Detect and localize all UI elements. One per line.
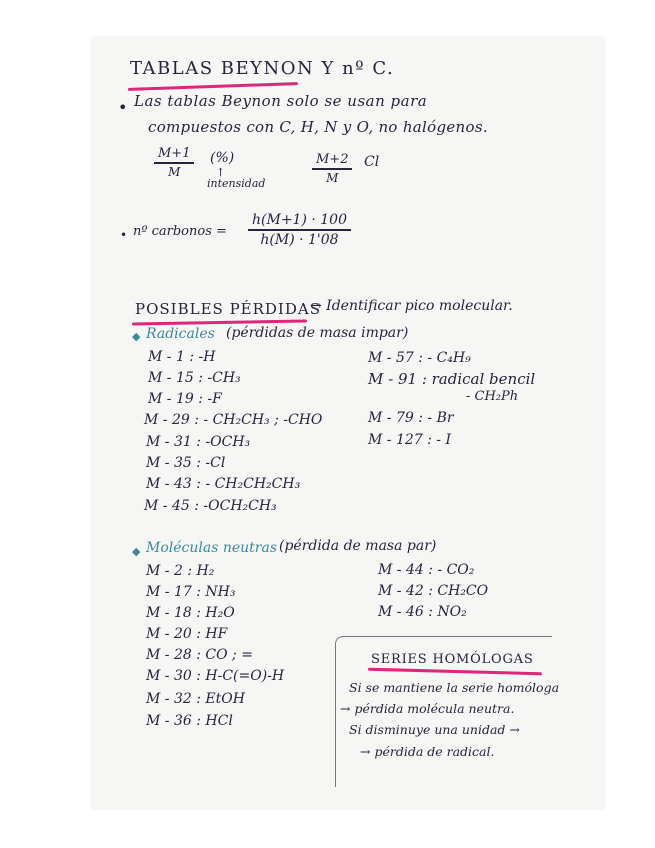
bullet-dot: ◆: [132, 330, 141, 343]
fraction-m1-denominator: M: [168, 164, 181, 179]
bullet-dot: •: [120, 228, 128, 242]
intro-line-2: compuestos con C, H, N y O, no halógenos.: [148, 118, 488, 136]
radical-item: M - 91 : radical bencil: [368, 370, 536, 388]
fraction-m1-bar: [154, 162, 194, 164]
bullet-dot: ◆: [132, 545, 141, 558]
radical-item: - CH₂Ph: [466, 389, 519, 404]
carbons-fraction: [248, 212, 351, 248]
fraction-m2: [312, 152, 352, 185]
neutral-item: M - 18 : H₂O: [146, 605, 235, 621]
fraction-m2-bar: [312, 168, 352, 170]
neutral-item: M - 36 : HCl: [146, 713, 233, 729]
fraction-m2-unit: Cl: [364, 154, 380, 170]
fraction-m2-denominator: M: [326, 170, 339, 185]
neutras-label: Moléculas neutras: [146, 540, 278, 556]
intensity-note: intensidad: [207, 177, 266, 190]
neutral-item: M - 32 : EtOH: [146, 691, 245, 707]
radical-item: M - 35 : -Cl: [146, 455, 226, 471]
page-title: TABLAS BEYNON Y nº C.: [130, 58, 395, 79]
fraction-m2-numerator: M+2: [316, 152, 349, 167]
arrow-up-icon: ↑: [216, 166, 226, 179]
intro-line-1: Las tablas Beynon solo se usan para: [134, 92, 428, 110]
radical-item: M - 45 : -OCH₂CH₃: [144, 498, 277, 514]
carbons-label: nº carbonos =: [133, 224, 227, 239]
neutral-item: M - 46 : NO₂: [378, 604, 467, 620]
bullet-dot: •: [118, 98, 128, 117]
carbons-numerator: h(M+1) · 100: [252, 212, 347, 228]
radical-item: M - 57 : - C₄H₉: [368, 350, 471, 366]
carbons-bar: [248, 229, 351, 231]
neutral-item: M - 42 : CH₂CO: [378, 583, 489, 599]
neutral-item: M - 2 : H₂: [146, 563, 215, 579]
series-homologas-title: SERIES HOMÓLOGAS: [371, 652, 534, 667]
radicales-note: (pérdidas de masa impar): [226, 325, 409, 341]
neutral-item: M - 17 : NH₃: [146, 584, 236, 600]
neutral-item: M - 30 : H-C(=O)-H: [146, 668, 285, 684]
radical-item: M - 19 : -F: [148, 391, 222, 407]
section-posibles-perdidas-title: POSIBLES PÉRDIDAS: [135, 300, 321, 318]
radical-item: M - 31 : -OCH₃: [146, 434, 251, 450]
series-line: → pérdida de radical.: [360, 744, 495, 759]
radicales-label: Radicales: [146, 326, 215, 342]
fraction-m1-numerator: M+1: [158, 146, 191, 161]
series-line: → pérdida molécula neutra.: [340, 701, 515, 716]
neutral-item: M - 44 : - CO₂: [378, 562, 475, 578]
neutras-note: (pérdida de masa par): [279, 538, 437, 554]
section-subtitle: → Identificar pico molecular.: [310, 298, 513, 314]
series-line: Si disminuye una unidad →: [349, 722, 520, 737]
fraction-m1-unit: (%): [210, 150, 235, 166]
radical-item: M - 79 : - Br: [368, 410, 454, 426]
radical-item: M - 15 : -CH₃: [148, 370, 241, 386]
radical-item: M - 1 : -H: [148, 349, 216, 365]
neutral-item: M - 28 : CO ; =: [146, 647, 253, 663]
radical-item: M - 127 : - I: [368, 432, 452, 448]
series-line: Si se mantiene la serie homóloga: [349, 680, 560, 695]
fraction-m1: [154, 146, 194, 179]
carbons-denominator: h(M) · 1'08: [260, 231, 339, 248]
radical-item: M - 29 : - CH₂CH₃ ; -CHO: [144, 412, 323, 428]
neutral-item: M - 20 : HF: [146, 626, 228, 642]
radical-item: M - 43 : - CH₂CH₂CH₃: [146, 476, 301, 492]
